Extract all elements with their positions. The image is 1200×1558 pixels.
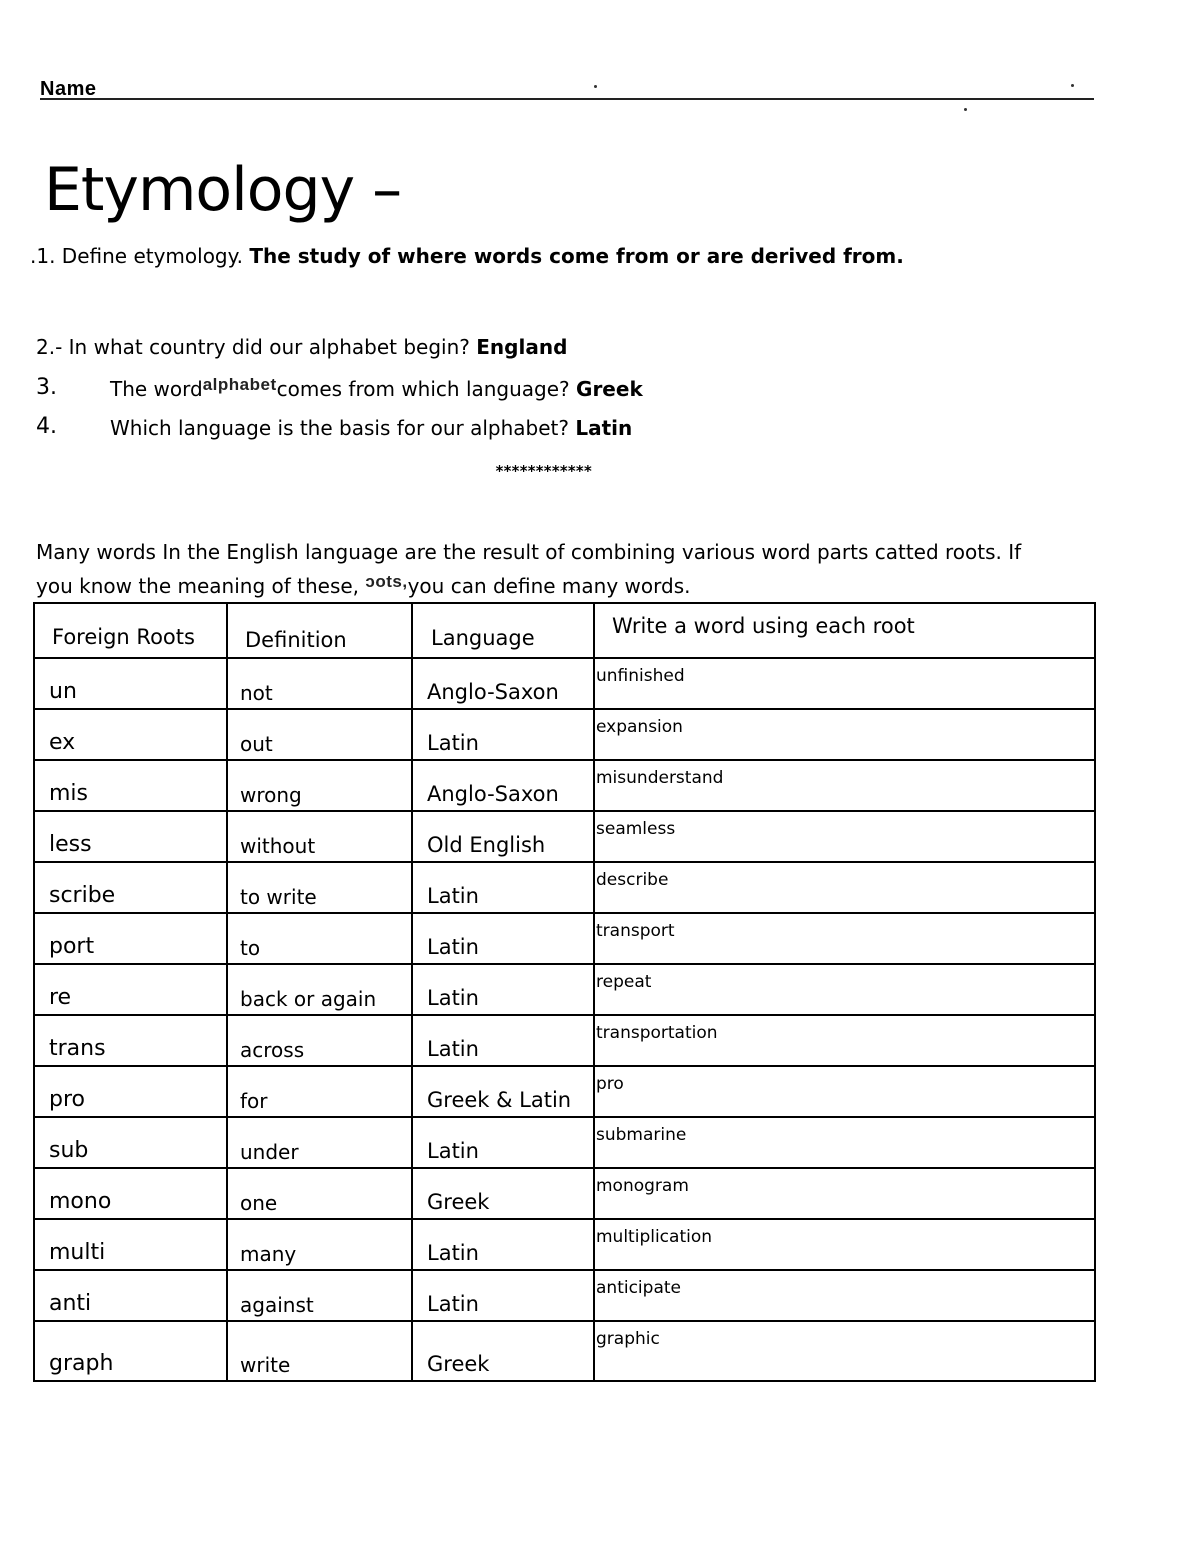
definition-cell	[227, 1015, 412, 1066]
root-cell	[34, 1321, 227, 1381]
language-cell	[412, 964, 594, 1015]
language-cell	[412, 658, 594, 709]
definition-cell	[227, 964, 412, 1015]
example-word-cell[interactable]	[594, 913, 1095, 964]
root-cell	[34, 913, 227, 964]
example-word-cell[interactable]	[594, 1270, 1095, 1321]
table-row	[34, 658, 1095, 709]
roots-table	[33, 602, 1096, 1382]
root-text: multi	[49, 1240, 106, 1265]
example-word-text: multiplication	[596, 1227, 713, 1247]
table-row	[34, 709, 1095, 760]
definition-cell	[227, 811, 412, 862]
question-3-answer: Greek	[576, 377, 643, 401]
definition-text: one	[240, 1191, 278, 1215]
page-title: Etymology –	[44, 155, 402, 225]
definition-cell	[227, 760, 412, 811]
root-text: anti	[49, 1291, 92, 1316]
example-word-cell[interactable]	[594, 862, 1095, 913]
definition-text: to	[240, 936, 261, 960]
root-text: un	[49, 679, 77, 704]
definition-text: wrong	[240, 783, 302, 807]
language-text: Greek & Latin	[427, 1088, 572, 1112]
example-word-text: monogram	[596, 1176, 689, 1196]
language-cell	[412, 1321, 594, 1381]
definition-cell	[227, 709, 412, 760]
language-text: Latin	[427, 1241, 479, 1265]
definition-cell	[227, 658, 412, 709]
root-cell	[34, 862, 227, 913]
table-row	[34, 964, 1095, 1015]
definition-text: under	[240, 1140, 299, 1164]
definition-cell	[227, 1219, 412, 1270]
language-text: Greek	[427, 1190, 490, 1214]
example-word-cell[interactable]	[594, 1219, 1095, 1270]
example-word-text: describe	[596, 870, 669, 890]
language-text: Old English	[427, 833, 546, 857]
definition-text: for	[240, 1089, 268, 1113]
separator-stars: ************	[495, 462, 592, 480]
question-3-number: 3.	[36, 375, 57, 400]
table-row	[34, 862, 1095, 913]
definition-cell	[227, 862, 412, 913]
root-text: trans	[49, 1036, 106, 1061]
root-cell	[34, 658, 227, 709]
root-text: sub	[49, 1138, 89, 1163]
example-word-text: transportation	[596, 1023, 718, 1043]
definition-cell	[227, 913, 412, 964]
root-cell	[34, 1015, 227, 1066]
intro-paragraph-start: you know the meaning of these,	[36, 574, 360, 598]
example-word-text: transport	[596, 921, 675, 941]
header-write-a-word: Write a word using each root	[612, 614, 915, 638]
question-1-answer: The study of where words come from or are derived from.	[249, 244, 904, 268]
question-3	[110, 376, 643, 404]
table-row	[34, 1321, 1095, 1381]
language-text: Latin	[427, 731, 479, 755]
question-1-prompt: .1. Define etymology.	[30, 244, 243, 268]
example-word-cell[interactable]	[594, 709, 1095, 760]
header-cell	[412, 603, 594, 658]
intro-paragraph-line-2	[36, 573, 1086, 601]
scan-speck	[1071, 84, 1074, 87]
language-text: Anglo-Saxon	[427, 680, 559, 704]
table-row	[34, 1168, 1095, 1219]
question-1	[30, 243, 904, 269]
root-cell	[34, 811, 227, 862]
example-word-text: submarine	[596, 1125, 687, 1145]
example-word-text: expansion	[596, 717, 683, 737]
scan-speck	[964, 108, 967, 111]
root-cell	[34, 1066, 227, 1117]
table-header-row	[34, 603, 1095, 658]
language-cell	[412, 1270, 594, 1321]
header-cell	[594, 603, 1095, 658]
root-text: scribe	[49, 883, 116, 908]
language-cell	[412, 1168, 594, 1219]
table-row	[34, 1066, 1095, 1117]
definition-text: against	[240, 1293, 314, 1317]
language-cell	[412, 709, 594, 760]
example-word-text: misunderstand	[596, 768, 724, 788]
example-word-cell[interactable]	[594, 1015, 1095, 1066]
example-word-cell[interactable]	[594, 1321, 1095, 1381]
table-row	[34, 1270, 1095, 1321]
example-word-text: unfinished	[596, 666, 685, 686]
language-cell	[412, 1117, 594, 1168]
name-line[interactable]	[40, 98, 1094, 100]
example-word-text: graphic	[596, 1329, 660, 1349]
intro-paragraph-end: you can define many words.	[407, 574, 691, 598]
language-cell	[412, 1219, 594, 1270]
language-text: Latin	[427, 935, 479, 959]
definition-text: across	[240, 1038, 305, 1062]
definition-text: back or again	[240, 987, 377, 1011]
question-2-answer: England	[476, 335, 568, 359]
example-word-text: repeat	[596, 972, 652, 992]
language-cell	[412, 1015, 594, 1066]
root-cell	[34, 964, 227, 1015]
root-cell	[34, 1219, 227, 1270]
definition-cell	[227, 1270, 412, 1321]
definition-text: write	[240, 1353, 291, 1377]
definition-cell	[227, 1066, 412, 1117]
root-text: mis	[49, 781, 89, 806]
table-row	[34, 811, 1095, 862]
language-cell	[412, 1066, 594, 1117]
question-4	[110, 415, 632, 441]
language-text: Latin	[427, 1139, 479, 1163]
example-word-cell[interactable]	[594, 658, 1095, 709]
language-cell	[412, 913, 594, 964]
table-row	[34, 1015, 1095, 1066]
header-cell	[227, 603, 412, 658]
pasted-word-alphabet: alphabet	[202, 375, 277, 394]
language-cell	[412, 811, 594, 862]
question-2-prompt: 2.- In what country did our alphabet begin?	[36, 335, 470, 359]
root-text: port	[49, 934, 95, 959]
root-cell	[34, 1270, 227, 1321]
example-word-cell[interactable]	[594, 1168, 1095, 1219]
header-definition: Definition	[245, 628, 347, 652]
definition-text: to write	[240, 885, 317, 909]
language-cell	[412, 760, 594, 811]
question-3-prompt-end: comes from which language?	[276, 377, 570, 401]
header-foreign-roots: Foreign Roots	[52, 625, 195, 649]
example-word-cell[interactable]	[594, 964, 1095, 1015]
root-text: graph	[49, 1351, 114, 1376]
root-cell	[34, 709, 227, 760]
example-word-cell[interactable]	[594, 1117, 1095, 1168]
root-text: pro	[49, 1087, 85, 1112]
root-text: mono	[49, 1189, 112, 1214]
root-cell	[34, 760, 227, 811]
language-text: Latin	[427, 1292, 479, 1316]
table-row	[34, 1219, 1095, 1270]
definition-cell	[227, 1321, 412, 1381]
example-word-cell[interactable]	[594, 760, 1095, 811]
intro-paragraph-line-1: Many words In the English language are the result of combining various word parts catted roots. If	[36, 540, 1022, 564]
language-text: Anglo-Saxon	[427, 782, 559, 806]
language-text: Latin	[427, 1037, 479, 1061]
question-4-prompt: Which language is the basis for our alphabet?	[110, 416, 569, 440]
header-cell	[34, 603, 227, 658]
language-text: Greek	[427, 1352, 490, 1376]
example-word-text: pro	[596, 1074, 624, 1094]
definition-text: not	[240, 681, 273, 705]
language-text: Latin	[427, 884, 479, 908]
header-language: Language	[431, 626, 535, 650]
question-3-prompt-start: The word	[110, 377, 203, 401]
root-cell	[34, 1117, 227, 1168]
example-word-text: seamless	[596, 819, 676, 839]
example-word-text: anticipate	[596, 1278, 681, 1298]
example-word-cell[interactable]	[594, 811, 1095, 862]
language-cell	[412, 862, 594, 913]
root-text: ex	[49, 730, 76, 755]
pasted-word-roots: ɔots,	[365, 572, 408, 591]
root-cell	[34, 1168, 227, 1219]
table-row	[34, 1117, 1095, 1168]
definition-cell	[227, 1117, 412, 1168]
question-4-answer: Latin	[575, 416, 633, 440]
table-row	[34, 760, 1095, 811]
definition-text: out	[240, 732, 273, 756]
scan-speck	[594, 85, 597, 88]
example-word-cell[interactable]	[594, 1066, 1095, 1117]
definition-text: without	[240, 834, 316, 858]
root-text: re	[49, 985, 72, 1010]
language-text: Latin	[427, 986, 479, 1010]
definition-text: many	[240, 1242, 297, 1266]
question-2	[36, 334, 567, 360]
name-label: Name	[40, 78, 97, 100]
definition-cell	[227, 1168, 412, 1219]
root-text: less	[49, 832, 92, 857]
question-4-number: 4.	[36, 414, 57, 439]
table-row	[34, 913, 1095, 964]
